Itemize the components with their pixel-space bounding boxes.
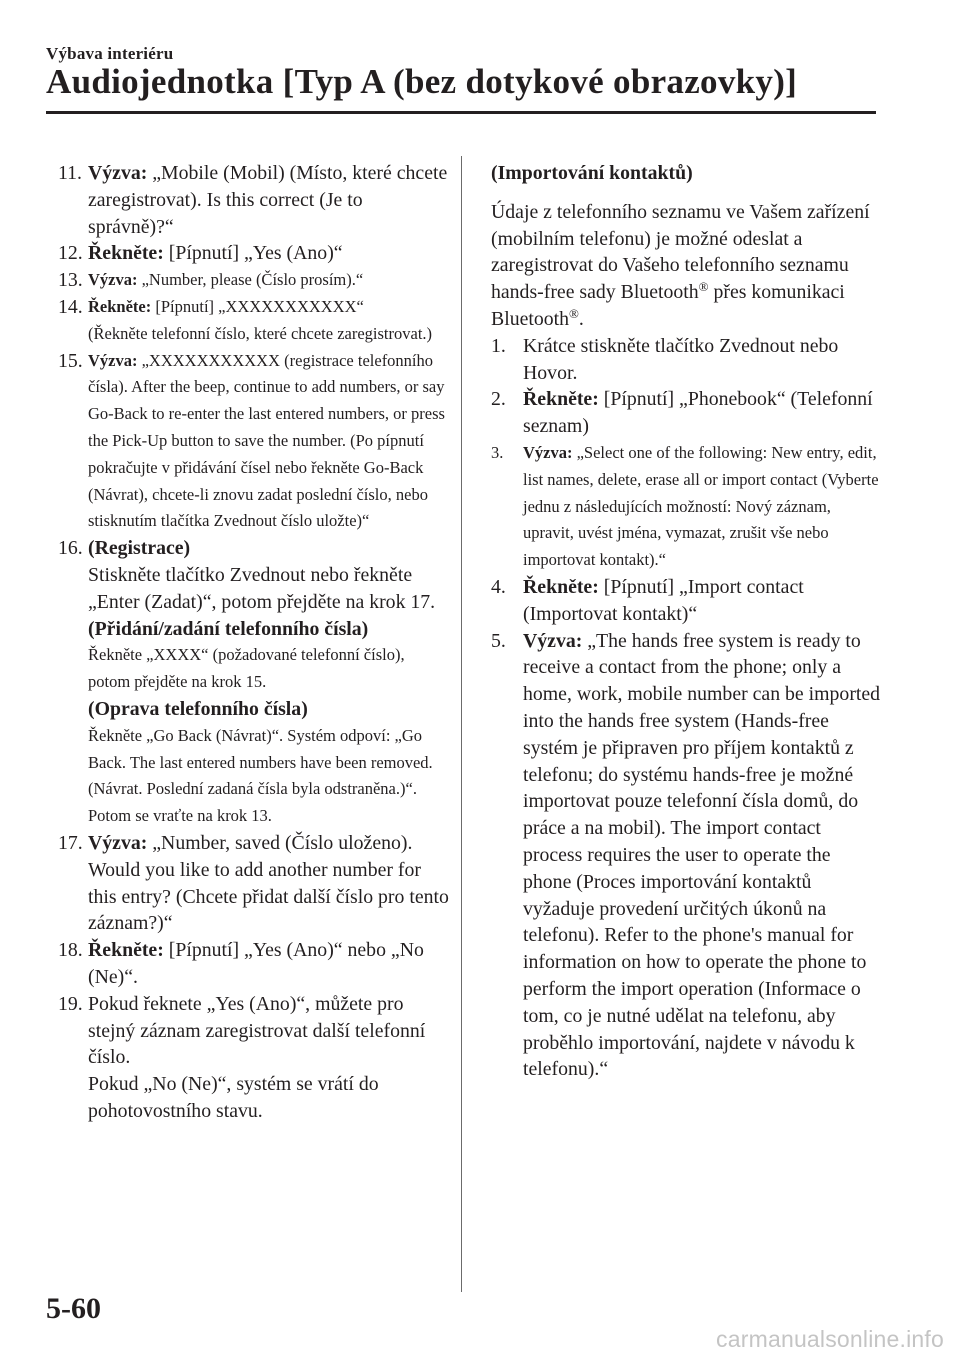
step-15 [58, 348, 450, 536]
step-label: Výzva: [88, 270, 138, 290]
import-step-4 [491, 574, 883, 628]
step-text: [Pípnutí] „Phonebook“ (Telefonní seznam) [523, 388, 873, 438]
step-text: Krátce stiskněte tlačítko Zvednout nebo Hovor. [523, 334, 839, 384]
step-number: 1. [491, 334, 506, 357]
step-text: „Select one of the following: New entry, edit, list names, delete, erase all or import contact (Vyberte jednu z následujících možností: Nový záznam, upravit, uvést jména, vymazat, zrušit vše nebo importovat kontakt).“ [523, 442, 879, 570]
subsection-text: Řekněte „Go Back (Návrat)“. Systém odpoví: „Go Back. The last entered numbers have been removed. (Návrat. Poslední zadaná čísla byla odstraněna.)“. Potom se vraťte na krok 13. [88, 725, 433, 826]
step-13 [58, 267, 450, 294]
step-label: Výzva: [88, 162, 148, 184]
step-label: Řekněte: [523, 575, 599, 598]
step-text: [Pípnutí] „Yes (Ano)“ [163, 242, 343, 265]
subsection-title: (Oprava telefonního čísla) [88, 697, 308, 720]
step-19 [58, 991, 450, 1125]
step-text: [Pípnutí] „Yes (Ano)“ nebo „No (Ne)“. [88, 939, 424, 988]
step-label: Řekněte: [523, 388, 599, 411]
step-label: Výzva: [523, 629, 583, 652]
step-number: 19. [58, 992, 83, 1015]
step-text: „XXXXXXXXXXX (registrace telefonního čísla). After the beep, continue to add numbers, or say Go-Back to re-enter the last entered numbers, or press the Pick-Up button to save the number. (Po pípnutí pokračujte v přidávání čísel nebo řekněte Go-Back (Návrat), chcete-li znovu zadat poslední číslo, nebo stisknutím tlačítka Zvednout číslo uložte)“ [88, 350, 445, 531]
step-number: 14. [58, 295, 83, 318]
step-12 [58, 240, 450, 267]
column-divider [461, 156, 462, 1292]
subsection-title: (Přidání/zadání telefonního čísla) [88, 617, 369, 640]
step-number: 18. [58, 939, 83, 962]
page-title: Audiojednotka [Typ A (bez dotykové obrazovky)] [46, 62, 798, 101]
registered-mark: ® [698, 279, 709, 295]
step-text: [Pípnutí] „XXXXXXXXXXX“ [151, 296, 364, 316]
step-text: [Pípnutí] „Import contact (Importovat kontakt)“ [523, 575, 804, 625]
step-text: Stiskněte tlačítko Zvednout nebo řekněte „Enter (Zadat)“, potom přejděte na krok 17. [88, 563, 436, 613]
intro-text-a: Údaje z telefonního seznamu ve Vašem zařízení (mobilním telefonu) je možné odeslat a zaregistrovat do Vašeho telefonního seznamu hands-free sady Bluetooth [491, 200, 870, 304]
section-heading: (Importování kontaktů) [491, 162, 693, 184]
step-label: Výzva: [88, 831, 148, 854]
step-label: Výzva: [88, 350, 138, 370]
left-column [58, 160, 450, 1125]
step-14 [58, 294, 450, 348]
step-text: „Mobile (Mobil) (Místo, které chcete zaregistrovat). Is this correct (Je to správně)?“ [88, 162, 448, 238]
step-text: „Number, saved (Číslo uloženo). Would you like to add another number for this entry? (Chcete přidat další číslo pro tento záznam?)“ [88, 831, 449, 935]
import-step-2 [491, 386, 883, 440]
step-number: 11. [58, 162, 82, 184]
step-number: 12. [58, 242, 83, 265]
intro-text-b: přes komunikaci Bluetooth [491, 281, 845, 330]
import-step-5 [491, 628, 883, 1084]
step-18 [58, 937, 450, 991]
step-text: „The hands free system is ready to receive a contact from the phone; only a home, work, mobile number can be imported into the hands free system (Hands-free systém je připraven pro příjem kontaktů z telefonu; do systému hands-free je možné importovat pouze telefonní čísla domů, do práce a na mobil). The import contact process requires the user to operate the phone (Proces importování kontaktů vyžaduje provedení určitých úkonů na telefonu). Refer to the phone's manual for information on how to operate the phone to perform the import operation (Informace o tom, co je nutné udělat na telefonu, aby proběhlo importování, najdete v návodu k telefonu).“ [523, 629, 881, 1081]
step-text-2: Pokud „No (Ne)“, systém se vrátí do pohotovostního stavu. [88, 1073, 379, 1122]
step-number: 16. [58, 537, 83, 560]
step-text: Pokud řeknete „Yes (Ano)“, můžete pro stejný záznam zaregistrovat další telefonní číslo. [88, 992, 426, 1069]
step-16 [58, 535, 450, 830]
subsection-text: Řekněte „XXXX“ (požadované telefonní číslo), potom přejděte na krok 15. [88, 645, 405, 692]
import-step-1 [491, 333, 883, 387]
step-label: (Registrace) [88, 537, 191, 560]
intro-text-c: . [578, 307, 584, 330]
section-label: Výbava interiéru [46, 44, 174, 63]
step-number: 13. [58, 269, 83, 292]
step-number: 2. [491, 388, 506, 411]
page-number: 5-60 [46, 1292, 101, 1325]
step-number: 3. [491, 442, 504, 462]
step-note: (Řekněte telefonní číslo, které chcete zaregistrovat.) [88, 323, 433, 343]
step-label: Výzva: [523, 442, 573, 462]
step-number: 17. [58, 831, 83, 854]
step-17 [58, 830, 450, 937]
step-11 [58, 160, 450, 240]
step-number: 5. [491, 629, 506, 652]
intro-paragraph [491, 199, 883, 333]
step-number: 15. [58, 349, 83, 372]
right-column [491, 160, 883, 1083]
watermark-text: carmanualsonline.info [716, 1326, 944, 1352]
header-rule [46, 111, 876, 114]
step-label: Řekněte: [88, 242, 164, 265]
step-label: Řekněte: [88, 939, 164, 962]
step-text: „Number, please (Číslo prosím).“ [137, 270, 364, 290]
step-label: Řekněte: [88, 296, 152, 316]
registered-mark: ® [569, 305, 579, 321]
import-step-3 [491, 440, 883, 574]
step-number: 4. [491, 575, 506, 598]
